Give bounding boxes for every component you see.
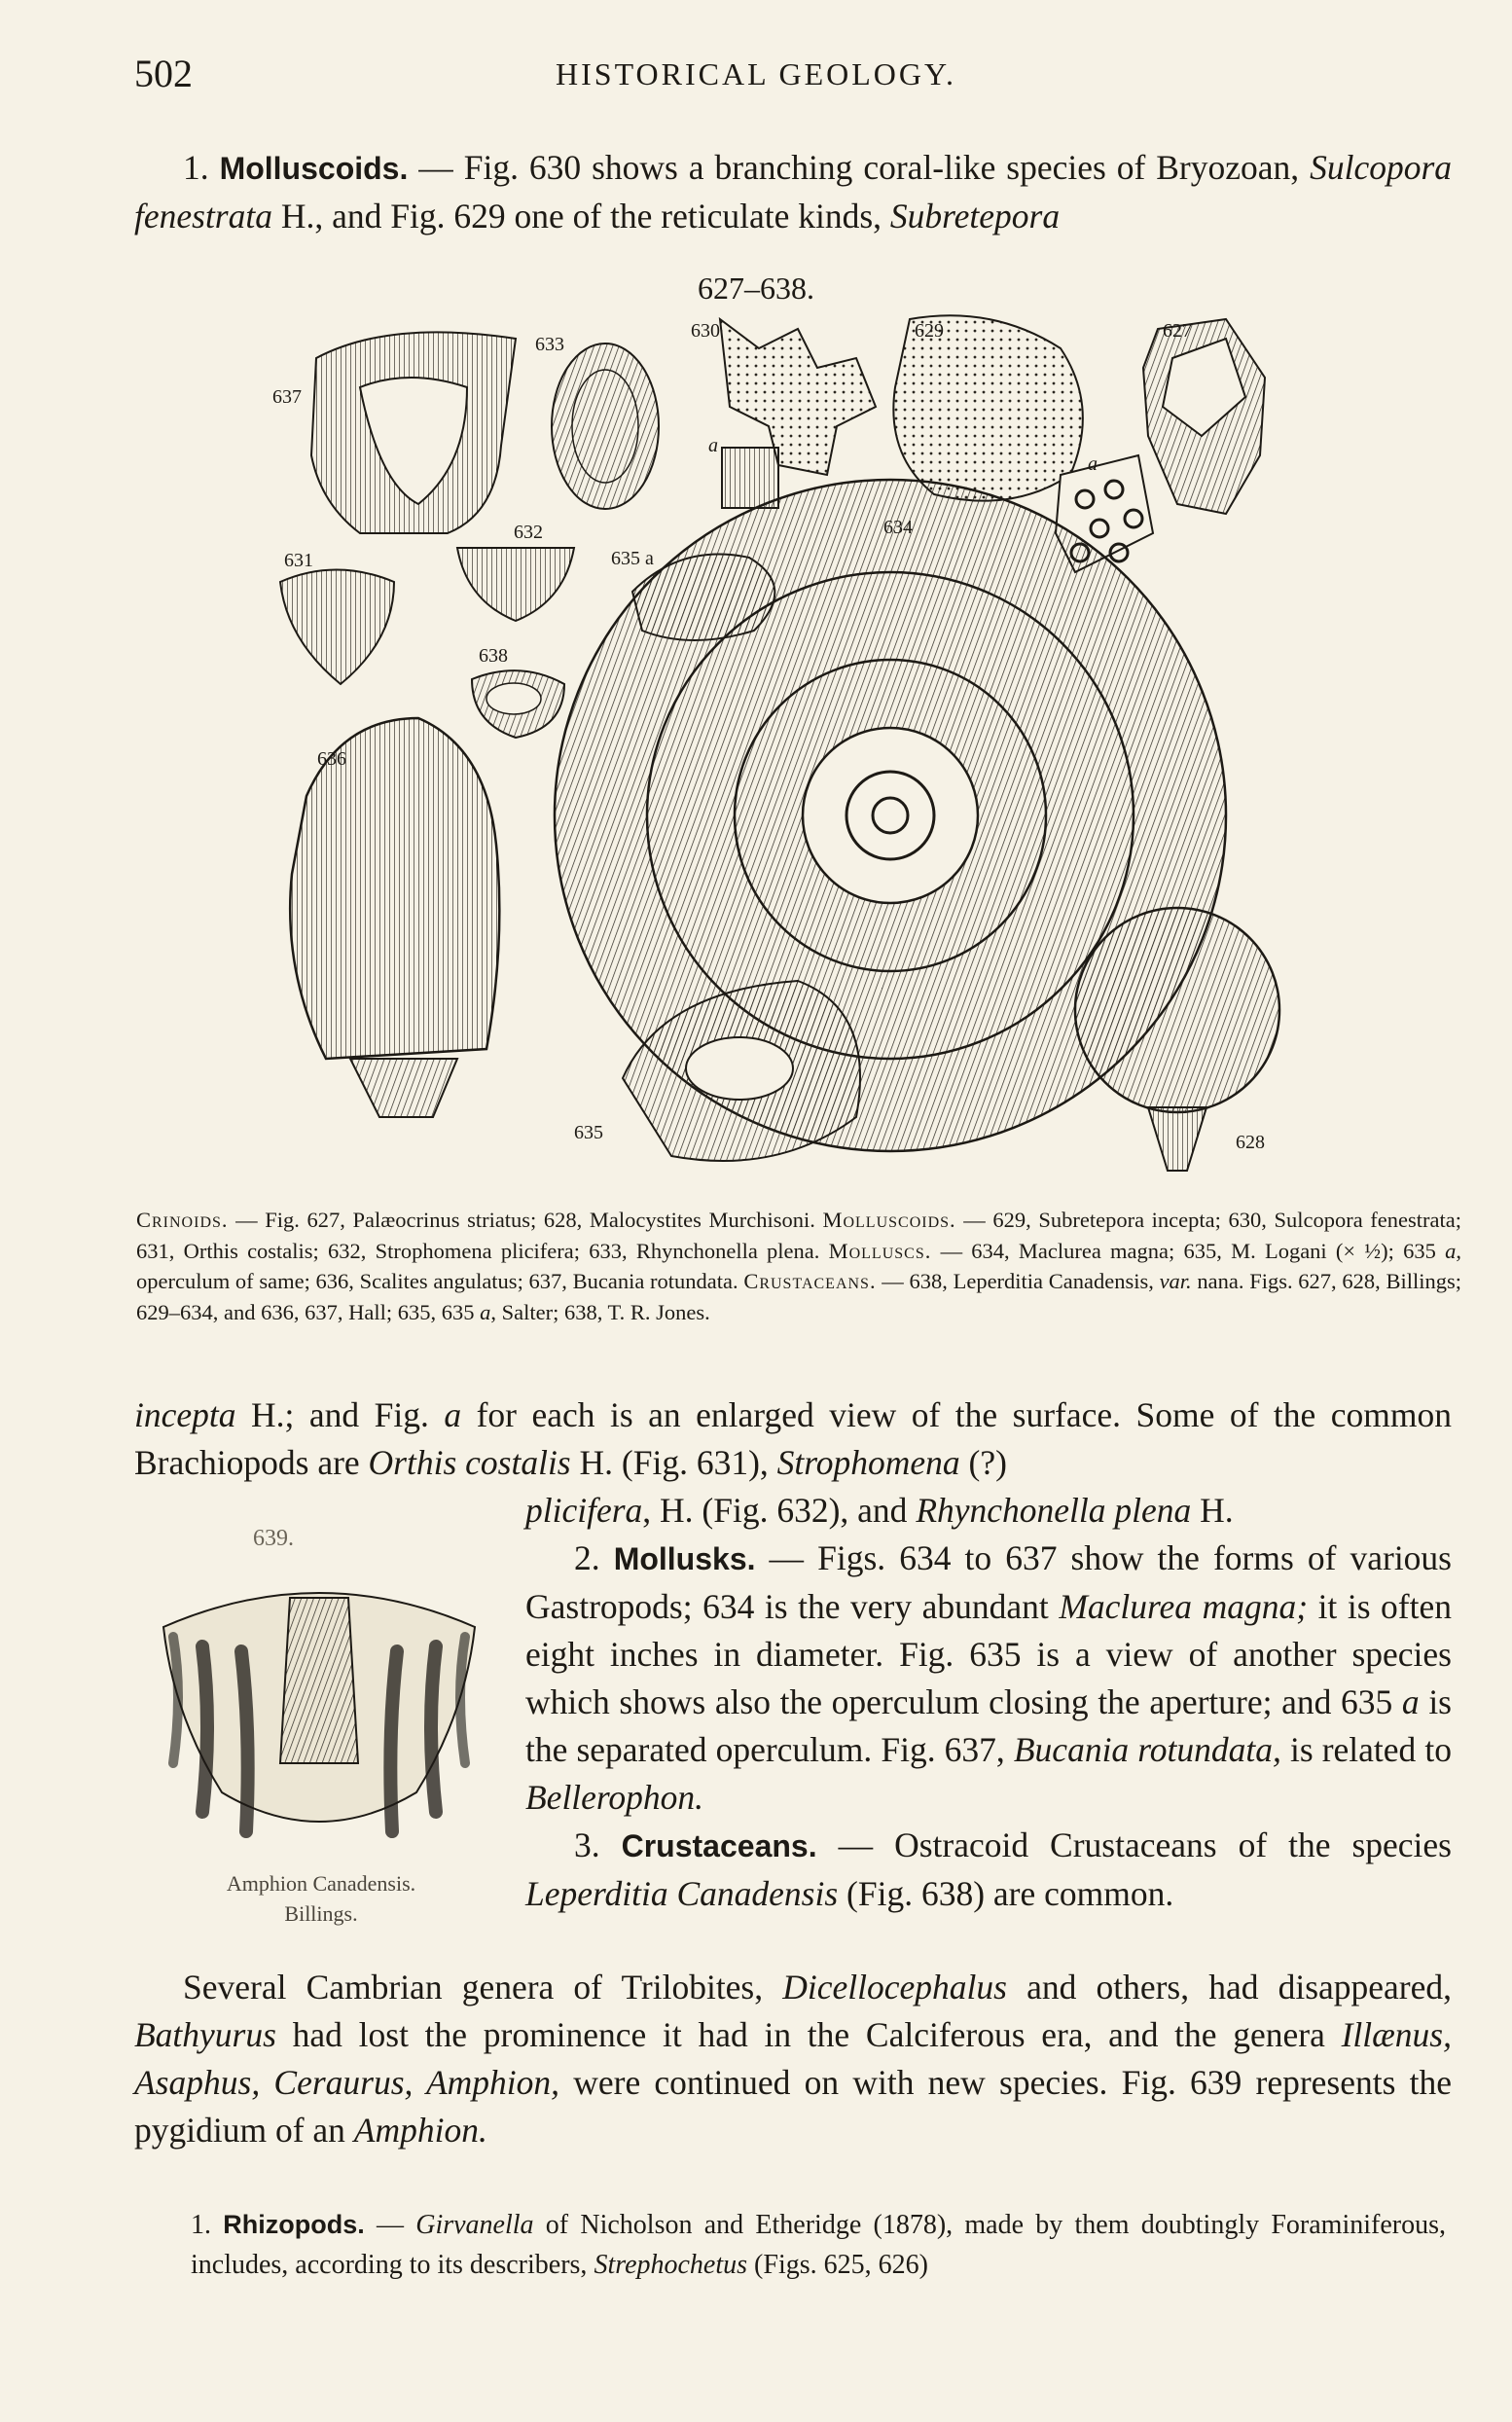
label-636: 636	[317, 748, 346, 770]
narrow-column-text: plicifera, H. (Fig. 632), and Rhynchonella plena H. 2. Mollusks. — Figs. 634 to 637 show the forms of various Gastropods; 634 is the very abundant Maclurea magna; it is often eight inches in diameter. Fig. 635 is a view of another species which shows also the operculum closing the aperture; and 635 a is the separated operculum. Fig. 637, Bucania rotundata, is related to Bellerophon. 3. Crustaceans. — Ostracoid Crustaceans of the species Leperditia Canadensis (Fig. 638) are common.	[525, 1487, 1452, 1918]
label-632: 632	[514, 522, 543, 543]
label-633: 633	[535, 334, 564, 355]
page-number: 502	[134, 52, 193, 95]
figure-plate-title: 627–638.	[698, 271, 814, 306]
fossil-630a-surface	[722, 448, 778, 508]
label-627: 627	[1163, 320, 1192, 342]
fossil-627-palaeocrinus	[1143, 319, 1265, 514]
running-title: HISTORICAL GEOLOGY.	[556, 56, 956, 91]
paragraph-brachiopods: incepta H.; and Fig. a for each is an enlarged view of the surface. Some of the common Brachiopods are Orthis costalis H. (Fig. 631), Strophomena (?)	[134, 1395, 1453, 1482]
label-637: 637	[272, 386, 302, 408]
amphion-pygidium-illustration	[144, 1569, 494, 1851]
label-638: 638	[479, 645, 508, 667]
fossil-plate-illustration	[253, 309, 1323, 1185]
label-629a: a	[1088, 453, 1098, 475]
fossil-629-subretepora	[893, 315, 1083, 500]
fossil-633-rhynchonella	[552, 343, 659, 509]
label-628: 628	[1236, 1132, 1265, 1153]
figure-plate-caption: Crinoids. — Fig. 627, Palæocrinus striatus; 628, Malocystites Murchisoni. Molluscoids. — 629, Subretepora incepta; 630, Sulcopora fenestrata; 631, Orthis costalis; 632, Strophomena plicifera; 633, Rhynchonella plena. Molluscs. — 634, Maclurea magna; 635, M. Logani (× ½); 635 a, operculum of same; 636, Scalites angulatus; 637, Bucania rotundata. Crustaceans. — 638, Leperditia Canadensis, var. nana. Figs. 627, 628, Billings; 629–634, and 636, 637, Hall; 635, 635 a, Salter; 638, T. R. Jones.	[136, 1208, 1461, 1324]
paragraph-crustaceans: 3. Crustaceans. — Ostracoid Crustaceans of the species Leperditia Canadensis (Fig. 638) are common.	[525, 1826, 1452, 1913]
label-629: 629	[915, 320, 944, 342]
figure-639-title: 639.	[253, 1526, 294, 1551]
label-631: 631	[284, 550, 313, 571]
fossil-631-orthis	[280, 570, 394, 685]
fossil-637-bucania	[311, 332, 516, 533]
fossil-632-strophomena	[457, 548, 574, 621]
fossil-636-scalites	[290, 718, 499, 1117]
heading-molluscoids: Molluscoids.	[219, 151, 409, 186]
label-635a: 635 a	[611, 548, 654, 569]
heading-mollusks: Mollusks.	[613, 1541, 756, 1576]
heading-rhizopods: Rhizopods.	[223, 2210, 365, 2239]
label-634: 634	[883, 517, 913, 538]
heading-crustaceans: Crustaceans.	[621, 1828, 817, 1863]
paragraph-molluscoids-intro: 1. Molluscoids. — Fig. 630 shows a branching coral-like species of Bryozoan, Sulcopora fenestrata H., and Fig. 629 one of the reticulate kinds, Subretepora	[134, 148, 1453, 235]
paragraph-trilobites: Several Cambrian genera of Trilobites, Dicellocephalus and others, had disappeared, Bathyurus had lost the prominence it had in the Calciferous era, and the genera Illænus, Asaphus, Ceraurus, Amphion, were continued on with new species. Fig. 639 represents the pygidium of an Amphion.	[134, 1968, 1453, 2150]
label-630a: a	[708, 435, 718, 456]
footnote-rhizopods: 1. Rhizopods. — Girvanella of Nicholson and Etheridge (1878), made by them doubtingly Foraminiferous, includes, according to its describers, Strephochetus (Figs. 625, 626)	[191, 2210, 1446, 2280]
label-630: 630	[691, 320, 720, 342]
label-635: 635	[574, 1122, 603, 1143]
fossil-638-leperditia	[472, 670, 564, 738]
paragraph-mollusks: 2. Mollusks. — Figs. 634 to 637 show the forms of various Gastropods; 634 is the very abundant Maclurea magna; it is often eight inches in diameter. Fig. 635 is a view of another species which shows also the operculum closing the aperture; and 635 a is the separated operculum. Fig. 637, Bucania rotundata, is related to Bellerophon.	[525, 1538, 1452, 1817]
figure-639-caption: Amphion Canadensis. Billings.	[226, 1871, 416, 1926]
